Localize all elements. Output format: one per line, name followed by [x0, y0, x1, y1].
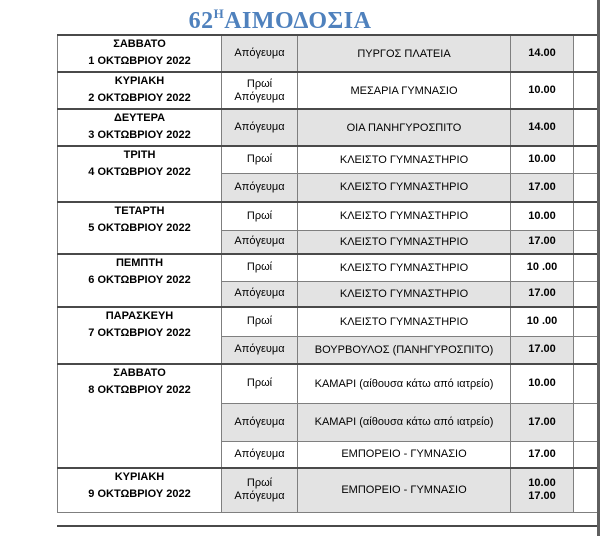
schedule-table — [57, 34, 600, 513]
hour-cell — [511, 403, 574, 441]
table-row — [58, 35, 600, 72]
hour-cell — [511, 281, 574, 307]
location-cell: ΚΛΕΙΣΤΟ ΓΥΜΝΑΣΤΗΡΙΟ — [298, 146, 511, 173]
time-of-day-cell — [222, 307, 298, 336]
hour-value: 17.00 — [528, 343, 556, 356]
location-cell: ΚΑΜΑΡΙ (αίθουσα κάτω από ιατρείο) — [298, 403, 511, 441]
weekday-label: ΠΑΡΑΣΚΕΥΗ — [105, 310, 174, 322]
weekday-label: ΤΕΤΑΡΤΗ — [114, 205, 165, 217]
day-cell — [58, 146, 222, 202]
table-row — [58, 468, 600, 512]
table-row — [58, 72, 600, 109]
hour-value-second: 17.00 — [528, 490, 556, 503]
day-cell — [58, 72, 222, 109]
time-of-day-cell — [222, 109, 298, 146]
time-of-day: Απόγευμα — [234, 415, 285, 428]
hour-value: 17.00 — [528, 287, 556, 300]
hour-value: 10 .00 — [526, 261, 558, 274]
weekday-label: ΣΑΒΒΑΤΟ — [113, 367, 166, 379]
time-of-day: Απόγευμα — [234, 343, 285, 356]
location-cell: ΚΛΕΙΣΤΟ ΓΥΜΝΑΣΤΗΡΙΟ — [298, 202, 511, 230]
hour-cell — [511, 364, 574, 403]
table-row — [58, 254, 600, 281]
hour-cell — [511, 72, 574, 109]
table-row — [58, 146, 600, 173]
time-of-day-second: Απόγευμα — [234, 490, 285, 503]
time-of-day: Πρωί — [246, 477, 273, 490]
time-of-day: Πρωί — [246, 315, 273, 328]
day-cell — [58, 35, 222, 72]
time-of-day: Απόγευμα — [234, 121, 285, 133]
hour-cell — [511, 468, 574, 512]
time-of-day: Πρωί — [246, 261, 273, 274]
day-cell — [58, 364, 222, 468]
location-cell: ΟΙΑ ΠΑΝΗΓΥΡΟΣΠΙΤΟ — [298, 109, 511, 146]
time-of-day: Απόγευμα — [234, 235, 285, 248]
time-of-day-cell — [222, 202, 298, 230]
location-cell: ΚΛΕΙΣΤΟ ΓΥΜΝΑΣΤΗΡΙΟ — [298, 173, 511, 202]
date-label: 1 ΟΚΤΩΒΡΙΟΥ 2022 — [88, 55, 191, 67]
time-of-day: Πρωί — [246, 377, 273, 390]
time-of-day-cell — [222, 254, 298, 281]
hour-value: 10.00 — [528, 477, 556, 490]
date-label: 2 ΟΚΤΩΒΡΙΟΥ 2022 — [88, 92, 191, 104]
time-of-day: Πρωί — [246, 209, 273, 222]
time-of-day: Πρωί — [246, 153, 273, 166]
hour-cell — [511, 254, 574, 281]
weekday-label: ΔΕΥΤΕΡΑ — [113, 112, 166, 124]
location-cell: ΕΜΠΟΡΕΙΟ - ΓΥΜΝΑΣΙΟ — [298, 441, 511, 468]
time-of-day: Απόγευμα — [234, 47, 285, 59]
time-of-day-cell — [222, 468, 298, 512]
day-cell — [58, 109, 222, 146]
location-cell: ΜΕΣΑΡΙΑ ΓΥΜΝΑΣΙΟ — [298, 72, 511, 109]
date-label: 9 ΟΚΤΩΒΡΙΟΥ 2022 — [88, 488, 191, 500]
hour-value: 17.00 — [528, 180, 556, 193]
time-of-day: Απόγευμα — [234, 447, 285, 460]
table-row — [58, 109, 600, 146]
time-of-day-cell — [222, 441, 298, 468]
hour-value: 10.00 — [528, 209, 556, 222]
date-label: 7 ΟΚΤΩΒΡΙΟΥ 2022 — [88, 327, 191, 339]
hour-value: 14.00 — [528, 47, 556, 59]
date-label: 5 ΟΚΤΩΒΡΙΟΥ 2022 — [88, 222, 191, 234]
time-of-day-second: Απόγευμα — [234, 90, 285, 103]
location-cell: ΒΟΥΡΒΟΥΛΟΣ (ΠΑΝΗΓΥΡΟΣΠΙΤΟ) — [298, 336, 511, 364]
location-cell: ΚΛΕΙΣΤΟ ΓΥΜΝΑΣΤΗΡΙΟ — [298, 281, 511, 307]
hour-cell — [511, 307, 574, 336]
weekday-label: ΠΕΜΠΤΗ — [115, 257, 164, 269]
hour-cell — [511, 230, 574, 254]
hour-value: 14.00 — [528, 121, 556, 133]
table-row — [58, 364, 600, 403]
time-of-day-cell — [222, 173, 298, 202]
hour-value: 17.00 — [528, 447, 556, 460]
weekday-label: ΣΑΒΒΑΤΟ — [113, 38, 166, 50]
time-of-day: Απόγευμα — [234, 180, 285, 193]
hour-value: 17.00 — [528, 415, 556, 428]
day-cell — [58, 202, 222, 254]
hour-cell — [511, 336, 574, 364]
location-cell: ΚΛΕΙΣΤΟ ΓΥΜΝΑΣΤΗΡΙΟ — [298, 307, 511, 336]
day-cell — [58, 307, 222, 364]
date-label: 4 ΟΚΤΩΒΡΙΟΥ 2022 — [88, 166, 191, 178]
bottom-border — [57, 525, 600, 527]
hour-cell — [511, 441, 574, 468]
time-of-day-cell — [222, 35, 298, 72]
hour-cell — [511, 35, 574, 72]
day-cell — [58, 468, 222, 512]
time-of-day-cell — [222, 403, 298, 441]
hour-value: 10.00 — [528, 153, 556, 166]
time-of-day-cell — [222, 146, 298, 173]
table-row — [58, 307, 600, 336]
time-of-day: Απόγευμα — [234, 287, 285, 300]
weekday-label: ΤΡΙΤΗ — [123, 149, 156, 161]
time-of-day-cell — [222, 281, 298, 307]
location-cell: ΚΑΜΑΡΙ (αίθουσα κάτω από ιατρείο) — [298, 364, 511, 403]
time-of-day: Πρωί — [246, 77, 273, 90]
location-cell: ΠΥΡΓΟΣ ΠΛΑΤΕΙΑ — [298, 35, 511, 72]
location-cell: ΕΜΠΟΡΕΙΟ - ΓΥΜΝΑΣΙΟ — [298, 468, 511, 512]
hour-cell — [511, 173, 574, 202]
time-of-day-cell — [222, 230, 298, 254]
location-cell: ΚΛΕΙΣΤΟ ΓΥΜΝΑΣΤΗΡΙΟ — [298, 254, 511, 281]
day-cell — [58, 254, 222, 307]
date-label: 8 ΟΚΤΩΒΡΙΟΥ 2022 — [88, 384, 191, 396]
hour-value: 10.00 — [528, 377, 556, 390]
table-row — [58, 202, 600, 230]
time-of-day-cell — [222, 72, 298, 109]
hour-cell — [511, 146, 574, 173]
page-title: $62^HAIMO\Delta O\Sigma IA$ — [188, 6, 372, 34]
weekday-label: ΚΥΡΙΑΚΗ — [114, 75, 165, 87]
weekday-label: ΚΥΡΙΑΚΗ — [114, 471, 165, 483]
location-cell: ΚΛΕΙΣΤΟ ΓΥΜΝΑΣΤΗΡΙΟ — [298, 230, 511, 254]
hour-value: 10.00 — [528, 84, 556, 96]
hour-value: 17.00 — [528, 235, 556, 248]
time-of-day-cell — [222, 336, 298, 364]
hour-cell — [511, 202, 574, 230]
hour-value: 10 .00 — [526, 315, 558, 328]
date-label: 6 ΟΚΤΩΒΡΙΟΥ 2022 — [88, 274, 191, 286]
hour-cell — [511, 109, 574, 146]
date-label: 3 ΟΚΤΩΒΡΙΟΥ 2022 — [88, 129, 191, 141]
time-of-day-cell — [222, 364, 298, 403]
